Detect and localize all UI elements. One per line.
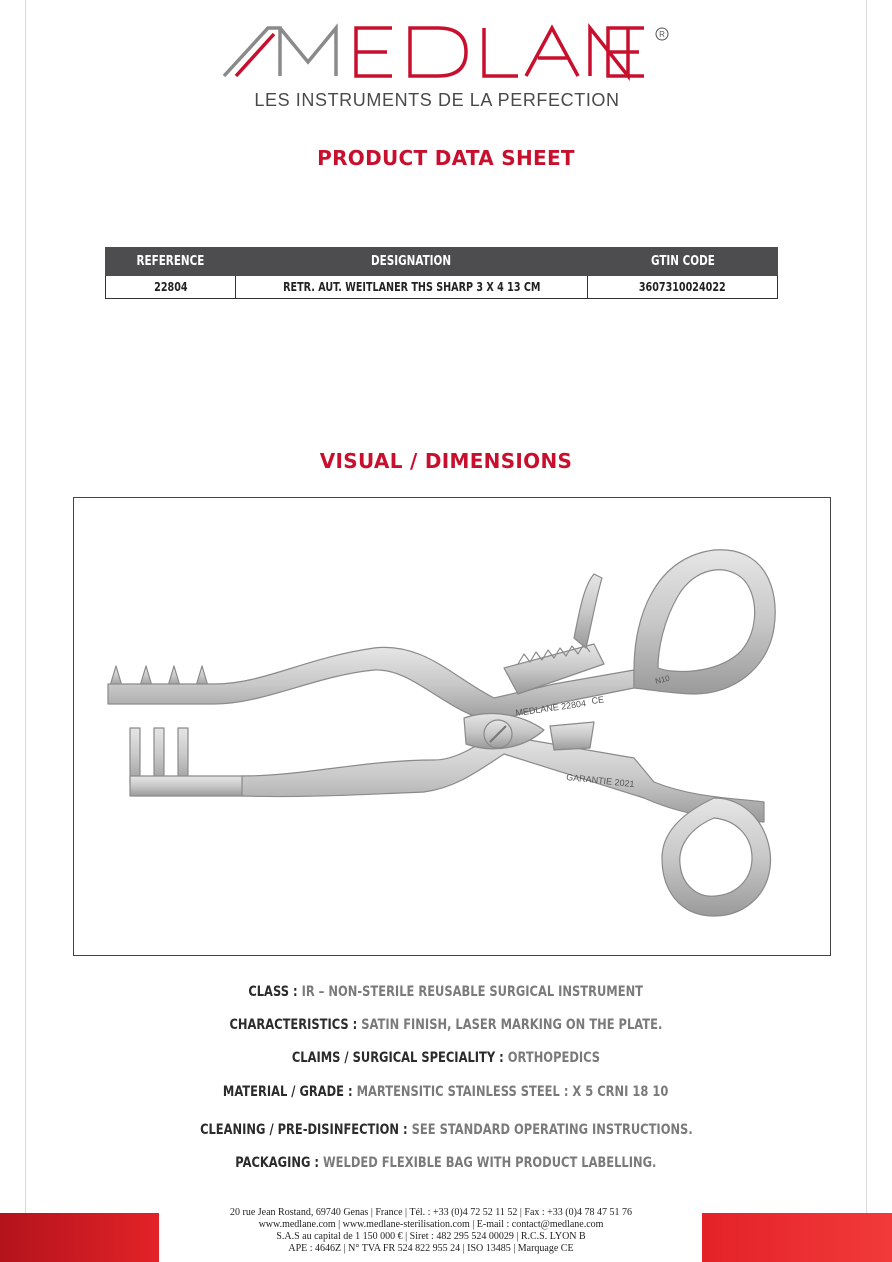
footer-bar-right xyxy=(702,1213,892,1262)
medlane-logo xyxy=(222,22,672,112)
retractor-illustration xyxy=(74,498,830,955)
spec-characteristics: CHARACTERISTICS : SATIN FINISH, LASER MARKING ON THE PLATE. xyxy=(229,1017,663,1033)
header-reference: REFERENCE xyxy=(106,248,236,276)
spec-cleaning: CLEANING / PRE-DISINFECTION : SEE STANDARD OPERATING INSTRUCTIONS. xyxy=(199,1122,693,1138)
svg-text:CE: CE xyxy=(590,694,605,706)
table-row xyxy=(106,276,778,299)
footer-company: S.A.S au capital de 1 150 000 € | Siret : 482 295 524 00029 | R.C.S. LYON B xyxy=(276,1231,586,1242)
cell-reference: 22804 xyxy=(106,276,236,299)
header-designation: DESIGNATION xyxy=(236,248,588,276)
footer-bar-left xyxy=(0,1213,159,1262)
footer-contact xyxy=(170,1207,692,1255)
page-edge-left xyxy=(25,0,26,1262)
cell-gtin: 3607310024022 xyxy=(588,276,778,299)
svg-text:N10: N10 xyxy=(654,673,671,686)
spec-packaging: PACKAGING : WELDED FLEXIBLE BAG WITH PRODUCT LABELLING. xyxy=(235,1155,657,1171)
visual-dimensions-title: VISUAL / DIMENSIONS xyxy=(319,449,573,473)
page-edge-right xyxy=(866,0,867,1262)
table-header-row xyxy=(106,248,778,276)
header-gtin: GTIN CODE xyxy=(588,248,778,276)
svg-text:R: R xyxy=(659,30,665,39)
logo-tagline: LES INSTRUMENTS DE LA PERFECTION xyxy=(254,90,620,110)
spec-claims: CLAIMS / SURGICAL SPECIALITY : ORTHOPEDICS xyxy=(291,1050,601,1066)
reference-table xyxy=(105,247,778,299)
product-image-frame xyxy=(73,497,831,956)
registered-mark-icon xyxy=(654,26,670,42)
page-title: PRODUCT DATA SHEET xyxy=(317,146,575,170)
footer-address: 20 rue Jean Rostand, 69740 Genas | France | Tél. : +33 (0)4 72 52 11 52 | Fax : +33 (0)4 78 47 51 76 xyxy=(230,1207,632,1218)
cell-designation: RETR. AUT. WEITLANER THS SHARP 3 X 4 13 CM xyxy=(236,276,588,299)
footer-web: www.medlane.com | www.medlane-sterilisation.com | E-mail : contact@medlane.com xyxy=(258,1219,604,1230)
logo-wordmark-graphic xyxy=(222,22,672,84)
footer-registration: APE : 4646Z | N° TVA FR 524 822 955 24 | ISO 13485 | Marquage CE xyxy=(288,1243,574,1254)
svg-text:MEDLANE 22804: MEDLANE 22804 xyxy=(514,698,587,718)
spec-material: MATERIAL / GRADE : MARTENSITIC STAINLESS STEEL : X 5 CRNI 18 10 xyxy=(223,1084,669,1100)
spec-class: CLASS : IR – NON-STERILE REUSABLE SURGICAL INSTRUMENT xyxy=(248,984,644,1000)
svg-text:GARANTIE 2021: GARANTIE 2021 xyxy=(565,772,635,790)
